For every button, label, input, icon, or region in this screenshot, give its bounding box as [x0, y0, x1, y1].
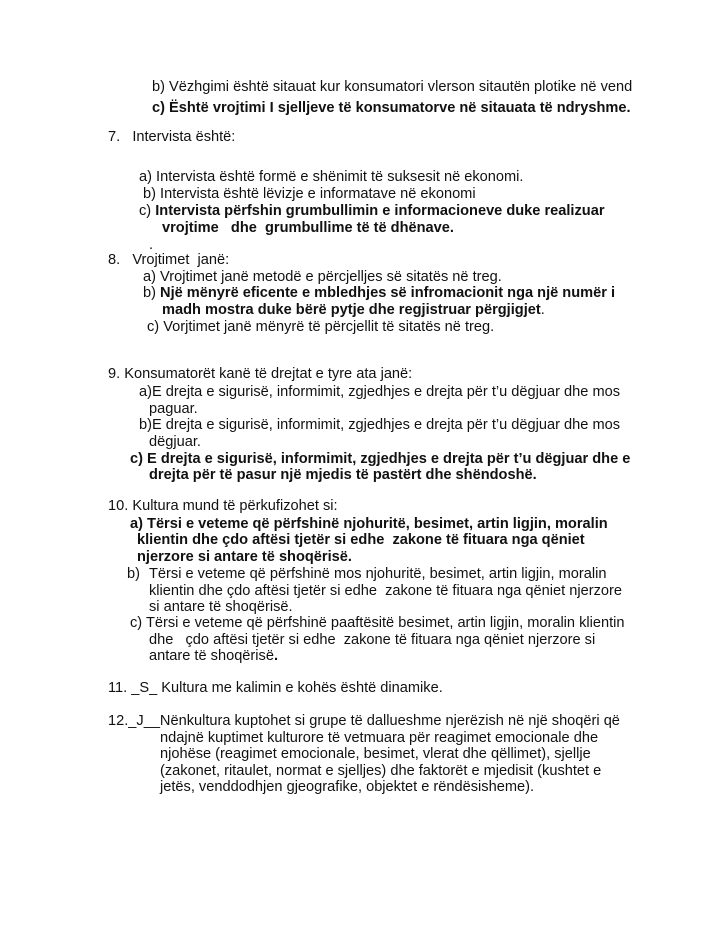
q12-line2: ndajnë kuptimet kulturore të vetmuara për reagimet emocionale dhe	[160, 730, 599, 746]
q10-option-c-line3-text: antare të shoqërisë	[149, 648, 274, 664]
q8-option-b-line1: Një mënyrë eficente e mbledhjes së infromacionit nga një numër i	[160, 285, 616, 301]
q8-option-c: c) Vorjtimet janë mënyrë të përcjellit të sitatës në treg.	[147, 319, 495, 335]
q10-option-b-label: b)	[127, 566, 140, 582]
q10-question: 10. Kultura mund të përkufizohet si:	[108, 498, 338, 514]
q10-option-b-line3: si antare të shoqërisë.	[149, 599, 293, 615]
q8-option-b-line2	[162, 301, 545, 319]
q7-option-c-line1: Intervista përfshin grumbullimin e informacioneve duke realizuar	[155, 203, 605, 219]
q7-option-c-line2: vrojtime dhe grumbullime të të dhënave.	[162, 220, 454, 236]
q10-option-c-line3	[149, 647, 278, 665]
q7-question: 7. Intervista është:	[108, 129, 236, 145]
q12-line4: (zakonet, ritaulet, normat e sjelljes) dhe faktorët e mjedisit (kushtet e	[160, 763, 602, 779]
q7-option-c	[139, 202, 605, 220]
q12-line1: 12._J__Nënkultura kuptohet si grupe të dallueshme njerëzish në një shoqëri që	[108, 713, 620, 729]
q8-option-a: a) Vrojtimet janë metodë e përcjelljes së sitatës në treg.	[143, 269, 502, 285]
q7-dot: .	[149, 237, 154, 253]
q10-option-a-line2: klientin dhe çdo aftësi tjetër si edhe zakone të fituara nga qëniet	[137, 532, 585, 548]
q8-question: 8. Vrojtimet janë:	[108, 252, 230, 268]
q9-option-a-line1: a)E drejta e sigurisë, informimit, zgjedhjes e drejta për t’u dëgjuar dhe mos	[139, 384, 621, 400]
q7-option-a: a) Intervista është formë e shënimit të suksesit në ekonomi.	[139, 169, 524, 185]
q8-option-b-line2-text: madh mostra duke bërë pytje dhe regjistruar përgjigjet	[162, 302, 541, 318]
q10-option-b-line1: Tërsi e veteme që përfshinë mos njohuritë, besimet, artin ligjin, moralin	[149, 566, 607, 582]
q10-option-a-line3: njerzore si antare të shoqërisë.	[137, 549, 352, 565]
q7-option-b: b) Intervista është lëvizje e informatave në ekonomi	[143, 186, 476, 202]
q12-line5: jetës, venddodhjen gjeografike, objektet e rëndësisheme).	[160, 779, 535, 795]
q7-option-c-prefix: c)	[139, 203, 156, 219]
q10-option-c-line3-end: .	[273, 648, 279, 664]
q8-option-b	[143, 284, 615, 302]
q8-option-b-line2-end: .	[540, 302, 545, 318]
q12-line3: njohëse (reagimet emocionale, besimet, vlerat dhe qëllimet), sjellje	[160, 746, 591, 762]
q6-option-b: b) Vëzhgimi është sitauat kur konsumatori vlerson sitautën plotike në vend	[152, 79, 633, 95]
q6-option-c: c) Është vrojtimi I sjelljeve të konsumatorve në sitauata të ndryshme.	[152, 100, 631, 116]
q9-option-c-line2: drejta për të pasur një mjedis të pastërt dhe shëndoshë.	[149, 467, 537, 483]
q10-option-a-line1: a) Tërsi e veteme që përfshinë njohuritë, besimet, artin ligjin, moralin	[130, 516, 608, 532]
q9-option-b-line1: b)E drejta e sigurisë, informimit, zgjedhjes e drejta për t’u dëgjuar dhe mos	[139, 417, 621, 433]
q10-option-b-line2: klientin dhe çdo aftësi tjetër si edhe zakone të fituara nga qëniet njerzore	[149, 583, 622, 599]
q10-option-c-line1: c) Tërsi e veteme që përfshinë paaftësitë besimet, artin ligjin, moralin klientin	[130, 615, 625, 631]
q9-option-b-line2: dëgjuar.	[149, 434, 201, 450]
q8-option-b-prefix: b)	[143, 285, 161, 301]
q9-option-a-line2: paguar.	[149, 401, 198, 417]
q9-option-c-line1: c) E drejta e sigurisë, informimit, zgjedhjes e drejta për t’u dëgjuar dhe e	[130, 451, 631, 467]
q11-statement: 11. _S_ Kultura me kalimin e kohës është dinamike.	[108, 680, 443, 696]
q10-option-c-line2: dhe çdo aftësi tjetër si edhe zakone të fituara nga qëniet njerzore si	[149, 632, 596, 648]
q9-question: 9. Konsumatorët kanë të drejtat e tyre ata janë:	[108, 366, 413, 382]
